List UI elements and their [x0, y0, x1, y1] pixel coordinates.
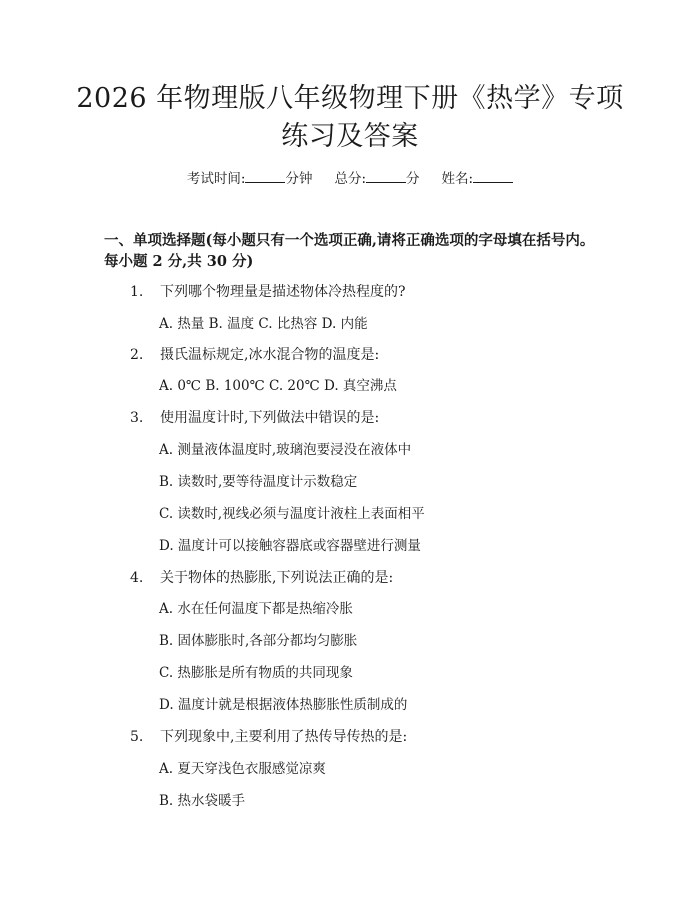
name-blank[interactable] [473, 168, 513, 183]
question-text: 使用温度计时,下列做法中错误的是: [160, 410, 380, 426]
question-5-option-b: B. 热水袋暖手 [159, 793, 246, 809]
question-3-option-b: B. 读数时,要等待温度计示数稳定 [159, 474, 358, 490]
question-number: 2. [130, 347, 144, 363]
time-blank[interactable] [245, 168, 285, 183]
question-4-option-c: C. 热膨胀是所有物质的共同现象 [159, 665, 353, 681]
question-number: 5. [130, 729, 144, 745]
question-5-option-a: A. 夏天穿浅色衣服感觉凉爽 [159, 761, 326, 777]
exam-meta [0, 168, 700, 189]
question-number: 1. [130, 284, 144, 300]
question-3-option-d: D. 温度计可以接触容器底或容器壁进行测量 [159, 538, 421, 554]
document-title-line2: 练习及答案 [281, 121, 419, 152]
question-text: 关于物体的热膨胀,下列说法正确的是: [160, 570, 394, 586]
question-4 [130, 568, 393, 588]
question-4-option-a: A. 水在任何温度下都是热缩冷胀 [159, 601, 353, 617]
question-5 [130, 727, 407, 747]
document-title-line1: 2026 年物理版八年级物理下册《热学》专项 [76, 83, 624, 114]
question-4-option-b: B. 固体膨胀时,各部分都均匀膨胀 [159, 633, 358, 649]
question-number: 4. [130, 570, 144, 586]
time-label: 考试时间: [186, 171, 246, 187]
question-text: 下列现象中,主要利用了热传导传热的是: [160, 729, 408, 745]
time-unit: 分钟 [285, 171, 313, 187]
question-text: 摄氏温标规定,冰水混合物的温度是: [160, 347, 380, 363]
section-heading-line2: 每小题 2 分,共 30 分) [104, 253, 254, 270]
question-number: 3. [130, 410, 144, 426]
question-text: 下列哪个物理量是描述物体冷热程度的? [160, 284, 406, 300]
question-1 [130, 282, 406, 302]
question-1-options: A. 热量 B. 温度 C. 比热容 D. 内能 [159, 316, 368, 332]
question-2-options: A. 0℃ B. 100℃ C. 20℃ D. 真空沸点 [159, 378, 397, 394]
question-4-option-d: D. 温度计就是根据液体热膨胀性质制成的 [159, 697, 408, 713]
question-2 [130, 345, 379, 365]
score-blank[interactable] [366, 168, 406, 183]
score-unit: 分 [406, 171, 420, 187]
name-label: 姓名: [441, 171, 474, 187]
question-3 [130, 408, 379, 428]
question-3-option-c: C. 读数时,视线必须与温度计液柱上表面相平 [159, 506, 425, 522]
section-heading-line1: 一、单项选择题(每小题只有一个选项正确,请将正确选项的字母填在括号内。 [104, 232, 595, 249]
score-label: 总分: [334, 171, 367, 187]
question-3-option-a: A. 测量液体温度时,玻璃泡要浸没在液体中 [159, 442, 412, 458]
